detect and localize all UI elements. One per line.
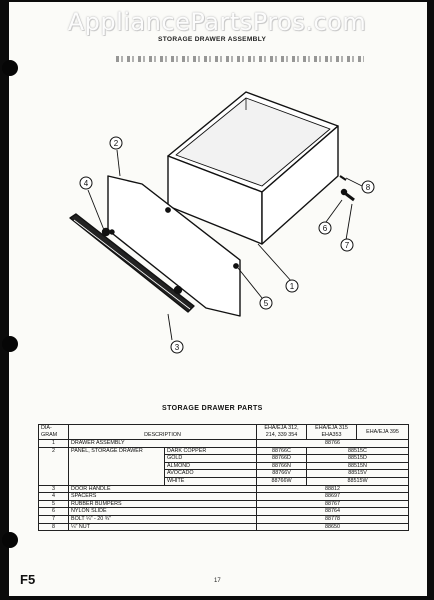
cell-part-number: 88650 [257, 523, 409, 531]
callout-label: 5 [263, 299, 269, 308]
callout-label: 7 [344, 241, 350, 250]
cell-diagram: 5 [39, 500, 69, 508]
cell-part-number: 88766D [257, 455, 307, 463]
callout-label: 2 [113, 139, 119, 148]
section-label: F5 [20, 572, 36, 587]
cell-diagram: 1 [39, 440, 69, 448]
binder-hole [2, 60, 18, 76]
callout-6 [319, 222, 331, 234]
column-header-diagram: DIA-GRAM [39, 425, 69, 440]
cell-color: GOLD [165, 455, 257, 463]
callout-label: 3 [174, 343, 180, 352]
table-row [39, 447, 409, 455]
cell-part-number: 88515N [307, 462, 409, 470]
cell-part-number: 88515W [307, 477, 409, 485]
cell-color: ALMOND [165, 462, 257, 470]
page-title: STORAGE DRAWER ASSEMBLY [158, 36, 267, 43]
watermark: AppliancePartsPros.com [67, 8, 367, 36]
cell-description: NYLON SLIDE [69, 508, 257, 516]
cell-diagram: 2 [39, 447, 69, 485]
cell-part-number: 88778 [257, 515, 409, 523]
column-header-model-1: EHA/EJA 312, 214, 339 354 [257, 425, 307, 440]
cell-color: AVOCADO [165, 470, 257, 478]
cell-part-number: 88812 [257, 485, 409, 493]
cell-part-number: 88767 [257, 500, 409, 508]
cell-description: DOOR HANDLE [69, 485, 257, 493]
callout-3 [171, 341, 183, 353]
cell-description: SPACERS [69, 493, 257, 501]
callout-8 [362, 181, 374, 193]
table-row [39, 500, 409, 508]
table-header-row [39, 425, 409, 440]
callout-label: 8 [365, 183, 371, 192]
cell-diagram: 7 [39, 515, 69, 523]
table-row [39, 523, 409, 531]
cell-part-number: 88766N [257, 462, 307, 470]
cell-color: DARK COPPER [165, 447, 257, 455]
cell-color: WHITE [165, 477, 257, 485]
cell-description: BOLT ¼" - 20 ¾" [69, 515, 257, 523]
cell-part-number: 88697 [257, 493, 409, 501]
cell-diagram: 3 [39, 485, 69, 493]
column-header-description: DESCRIPTION [69, 425, 257, 440]
cell-diagram: 4 [39, 493, 69, 501]
column-header-model-3: EHA/EJA 395 [357, 425, 409, 440]
callout-7 [341, 239, 353, 251]
cell-diagram: 6 [39, 508, 69, 516]
table-row [39, 515, 409, 523]
callout-label: 4 [83, 179, 89, 188]
cell-description: DRAWER ASSEMBLY [69, 440, 257, 448]
callout-2 [110, 137, 122, 149]
cell-part-number: 88766W [257, 477, 307, 485]
parts-list-title: STORAGE DRAWER PARTS [162, 405, 263, 412]
cell-description: RUBBER BUMPERS [69, 500, 257, 508]
callout-label: 6 [322, 224, 328, 233]
callout-1 [286, 280, 298, 292]
binder-hole [2, 336, 18, 352]
cell-part-number: 88515D [307, 455, 409, 463]
parts-table [38, 424, 409, 531]
callout-4 [80, 177, 92, 189]
table-row [39, 508, 409, 516]
cell-description: PANEL, STORAGE DRAWER [69, 447, 165, 485]
callout-label: 1 [289, 282, 295, 291]
binder-hole [2, 532, 18, 548]
cell-description: ¼" NUT [69, 523, 257, 531]
cell-diagram: 8 [39, 523, 69, 531]
cell-part-number: 88764 [257, 508, 409, 516]
drawer-box [168, 92, 338, 244]
callout-5 [260, 297, 272, 309]
cell-part-number: 88766V [257, 470, 307, 478]
page-number: 17 [214, 578, 221, 584]
column-header-model-2: EHA/EJA 315 EHA353 [307, 425, 357, 440]
table-row [39, 493, 409, 501]
cell-part-number: 88515C [307, 447, 409, 455]
cell-part-number: 88766C [257, 447, 307, 455]
cell-part-number: 88515V [307, 470, 409, 478]
table-row [39, 485, 409, 493]
table-row [39, 440, 409, 448]
cell-part-number: 88766 [257, 440, 409, 448]
